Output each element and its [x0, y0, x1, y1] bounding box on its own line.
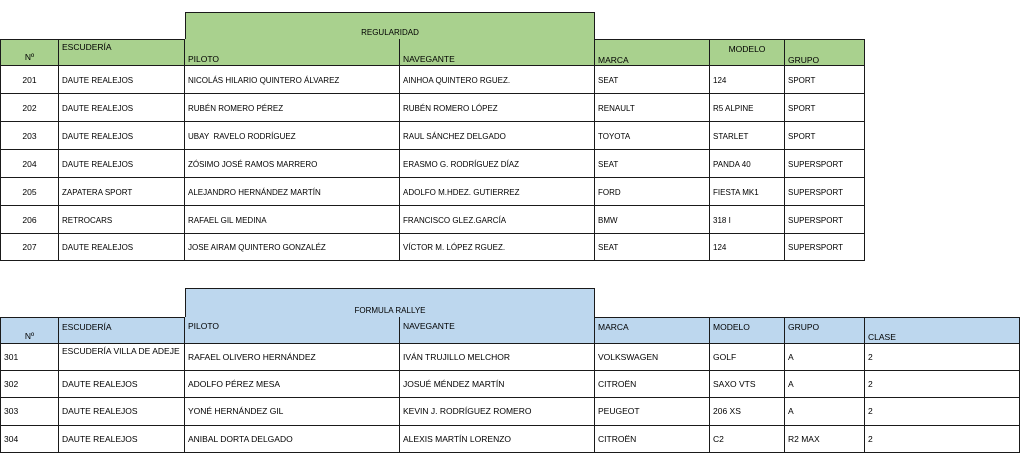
cell-grupo: SUPERSPORT	[785, 178, 865, 206]
cell-num: 206	[0, 206, 59, 234]
cell-piloto: ALEJANDRO HERNÁNDEZ MARTÍN	[185, 178, 400, 206]
cell-grupo: A	[785, 371, 865, 398]
col-header-num: Nº	[0, 39, 59, 66]
formula-rallye-title: FORMULA RALLYE	[354, 306, 426, 315]
cell-marca: TOYOTA	[595, 122, 710, 150]
cell-navegante: JOSUÉ MÉNDEZ MARTÍN	[400, 371, 595, 398]
cell-modelo: C2	[710, 426, 785, 453]
cell-navegante: ADOLFO M.HDEZ. GUTIERREZ	[400, 178, 595, 206]
cell-navegante: VÍCTOR M. LÓPEZ RGUEZ.	[400, 234, 595, 261]
cell-num: 302	[0, 371, 59, 398]
cell-modelo: 124	[710, 234, 785, 261]
cell-marca: SEAT	[595, 234, 710, 261]
cell-grupo: R2 MAX	[785, 426, 865, 453]
cell-marca: RENAULT	[595, 94, 710, 122]
cell-escuderia: ZAPATERA SPORT	[59, 178, 185, 206]
col-header-escuderia: ESCUDERÍA	[59, 39, 185, 66]
cell-grupo: SUPERSPORT	[785, 206, 865, 234]
cell-grupo: SPORT	[785, 94, 865, 122]
regularidad-title: REGULARIDAD	[361, 28, 419, 37]
cell-modelo: 124	[710, 66, 785, 94]
cell-clase: 2	[865, 398, 1020, 426]
cell-piloto: UBAY RAVELO RODRÍGUEZ	[185, 122, 400, 150]
cell-num: 304	[0, 426, 59, 453]
cell-marca: VOLKSWAGEN	[595, 344, 710, 371]
cell-num: 303	[0, 398, 59, 426]
cell-clase: 2	[865, 426, 1020, 453]
cell-marca: BMW	[595, 206, 710, 234]
cell-escuderia: DAUTE REALEJOS	[59, 66, 185, 94]
col-header-modelo: MODELO	[710, 317, 785, 344]
cell-escuderia: DAUTE REALEJOS	[59, 371, 185, 398]
cell-piloto: JOSE AIRAM QUINTERO GONZALÉZ	[185, 234, 400, 261]
cell-modelo: 318 I	[710, 206, 785, 234]
cell-num: 205	[0, 178, 59, 206]
cell-piloto: ZÓSIMO JOSÉ RAMOS MARRERO	[185, 150, 400, 178]
cell-modelo: GOLF	[710, 344, 785, 371]
col-header-navegante: NAVEGANTE	[400, 317, 595, 344]
cell-grupo: SPORT	[785, 122, 865, 150]
cell-navegante: RAUL SÁNCHEZ DELGADO	[400, 122, 595, 150]
cell-piloto: YONÉ HERNÁNDEZ GIL	[185, 398, 400, 426]
cell-modelo: FIESTA MK1	[710, 178, 785, 206]
cell-grupo: SUPERSPORT	[785, 234, 865, 261]
cell-modelo: 206 XS	[710, 398, 785, 426]
cell-clase: 2	[865, 371, 1020, 398]
cell-marca: FORD	[595, 178, 710, 206]
cell-marca: CITROËN	[595, 426, 710, 453]
cell-escuderia: DAUTE REALEJOS	[59, 94, 185, 122]
col-header-grupo: GRUPO	[785, 317, 865, 344]
cell-num: 301	[0, 344, 59, 371]
cell-escuderia: ESCUDERÍA VILLA DE ADEJE	[59, 344, 185, 371]
cell-navegante: ERASMO G. RODRÍGUEZ DÍAZ	[400, 150, 595, 178]
cell-modelo: STARLET	[710, 122, 785, 150]
cell-navegante: AINHOA QUINTERO RGUEZ.	[400, 66, 595, 94]
cell-escuderia: RETROCARS	[59, 206, 185, 234]
col-header-modelo: MODELO	[710, 39, 785, 66]
col-header-marca: MARCA	[595, 39, 710, 66]
cell-grupo: A	[785, 344, 865, 371]
col-header-clase: CLASE	[865, 317, 1020, 344]
cell-num: 203	[0, 122, 59, 150]
cell-piloto: ANIBAL DORTA DELGADO	[185, 426, 400, 453]
cell-marca: SEAT	[595, 66, 710, 94]
col-header-marca: MARCA	[595, 317, 710, 344]
cell-num: 207	[0, 234, 59, 261]
cell-escuderia: DAUTE REALEJOS	[59, 122, 185, 150]
col-header-piloto: PILOTO	[185, 317, 400, 344]
cell-modelo: PANDA 40	[710, 150, 785, 178]
cell-grupo: SPORT	[785, 66, 865, 94]
cell-piloto: RUBÉN ROMERO PÉREZ	[185, 94, 400, 122]
col-header-num: Nº	[0, 317, 59, 344]
regularidad-title-band	[185, 12, 595, 40]
cell-piloto: RAFAEL OLIVERO HERNÁNDEZ	[185, 344, 400, 371]
cell-piloto: NICOLÁS HILARIO QUINTERO ÁLVAREZ	[185, 66, 400, 94]
cell-marca: SEAT	[595, 150, 710, 178]
cell-navegante: RUBÉN ROMERO LÓPEZ	[400, 94, 595, 122]
cell-grupo: A	[785, 398, 865, 426]
cell-clase: 2	[865, 344, 1020, 371]
cell-piloto: ADOLFO PÉREZ MESA	[185, 371, 400, 398]
cell-modelo: R5 ALPINE	[710, 94, 785, 122]
cell-navegante: FRANCISCO GLEZ.GARCÍA	[400, 206, 595, 234]
cell-num: 204	[0, 150, 59, 178]
cell-modelo: SAXO VTS	[710, 371, 785, 398]
cell-num: 202	[0, 94, 59, 122]
col-header-escuderia: ESCUDERÍA	[59, 317, 185, 344]
cell-escuderia: DAUTE REALEJOS	[59, 398, 185, 426]
cell-navegante: KEVIN J. RODRÍGUEZ ROMERO	[400, 398, 595, 426]
cell-navegante: IVÁN TRUJILLO MELCHOR	[400, 344, 595, 371]
cell-num: 201	[0, 66, 59, 94]
cell-escuderia: DAUTE REALEJOS	[59, 234, 185, 261]
cell-marca: PEUGEOT	[595, 398, 710, 426]
col-header-navegante: NAVEGANTE	[400, 39, 595, 66]
cell-escuderia: DAUTE REALEJOS	[59, 150, 185, 178]
cell-grupo: SUPERSPORT	[785, 150, 865, 178]
col-header-grupo: GRUPO	[785, 39, 865, 66]
formula-rallye-title-band	[185, 288, 595, 318]
cell-escuderia: DAUTE REALEJOS	[59, 426, 185, 453]
col-header-piloto: PILOTO	[185, 39, 400, 66]
cell-navegante: ALEXIS MARTÍN LORENZO	[400, 426, 595, 453]
cell-marca: CITROËN	[595, 371, 710, 398]
cell-piloto: RAFAEL GIL MEDINA	[185, 206, 400, 234]
